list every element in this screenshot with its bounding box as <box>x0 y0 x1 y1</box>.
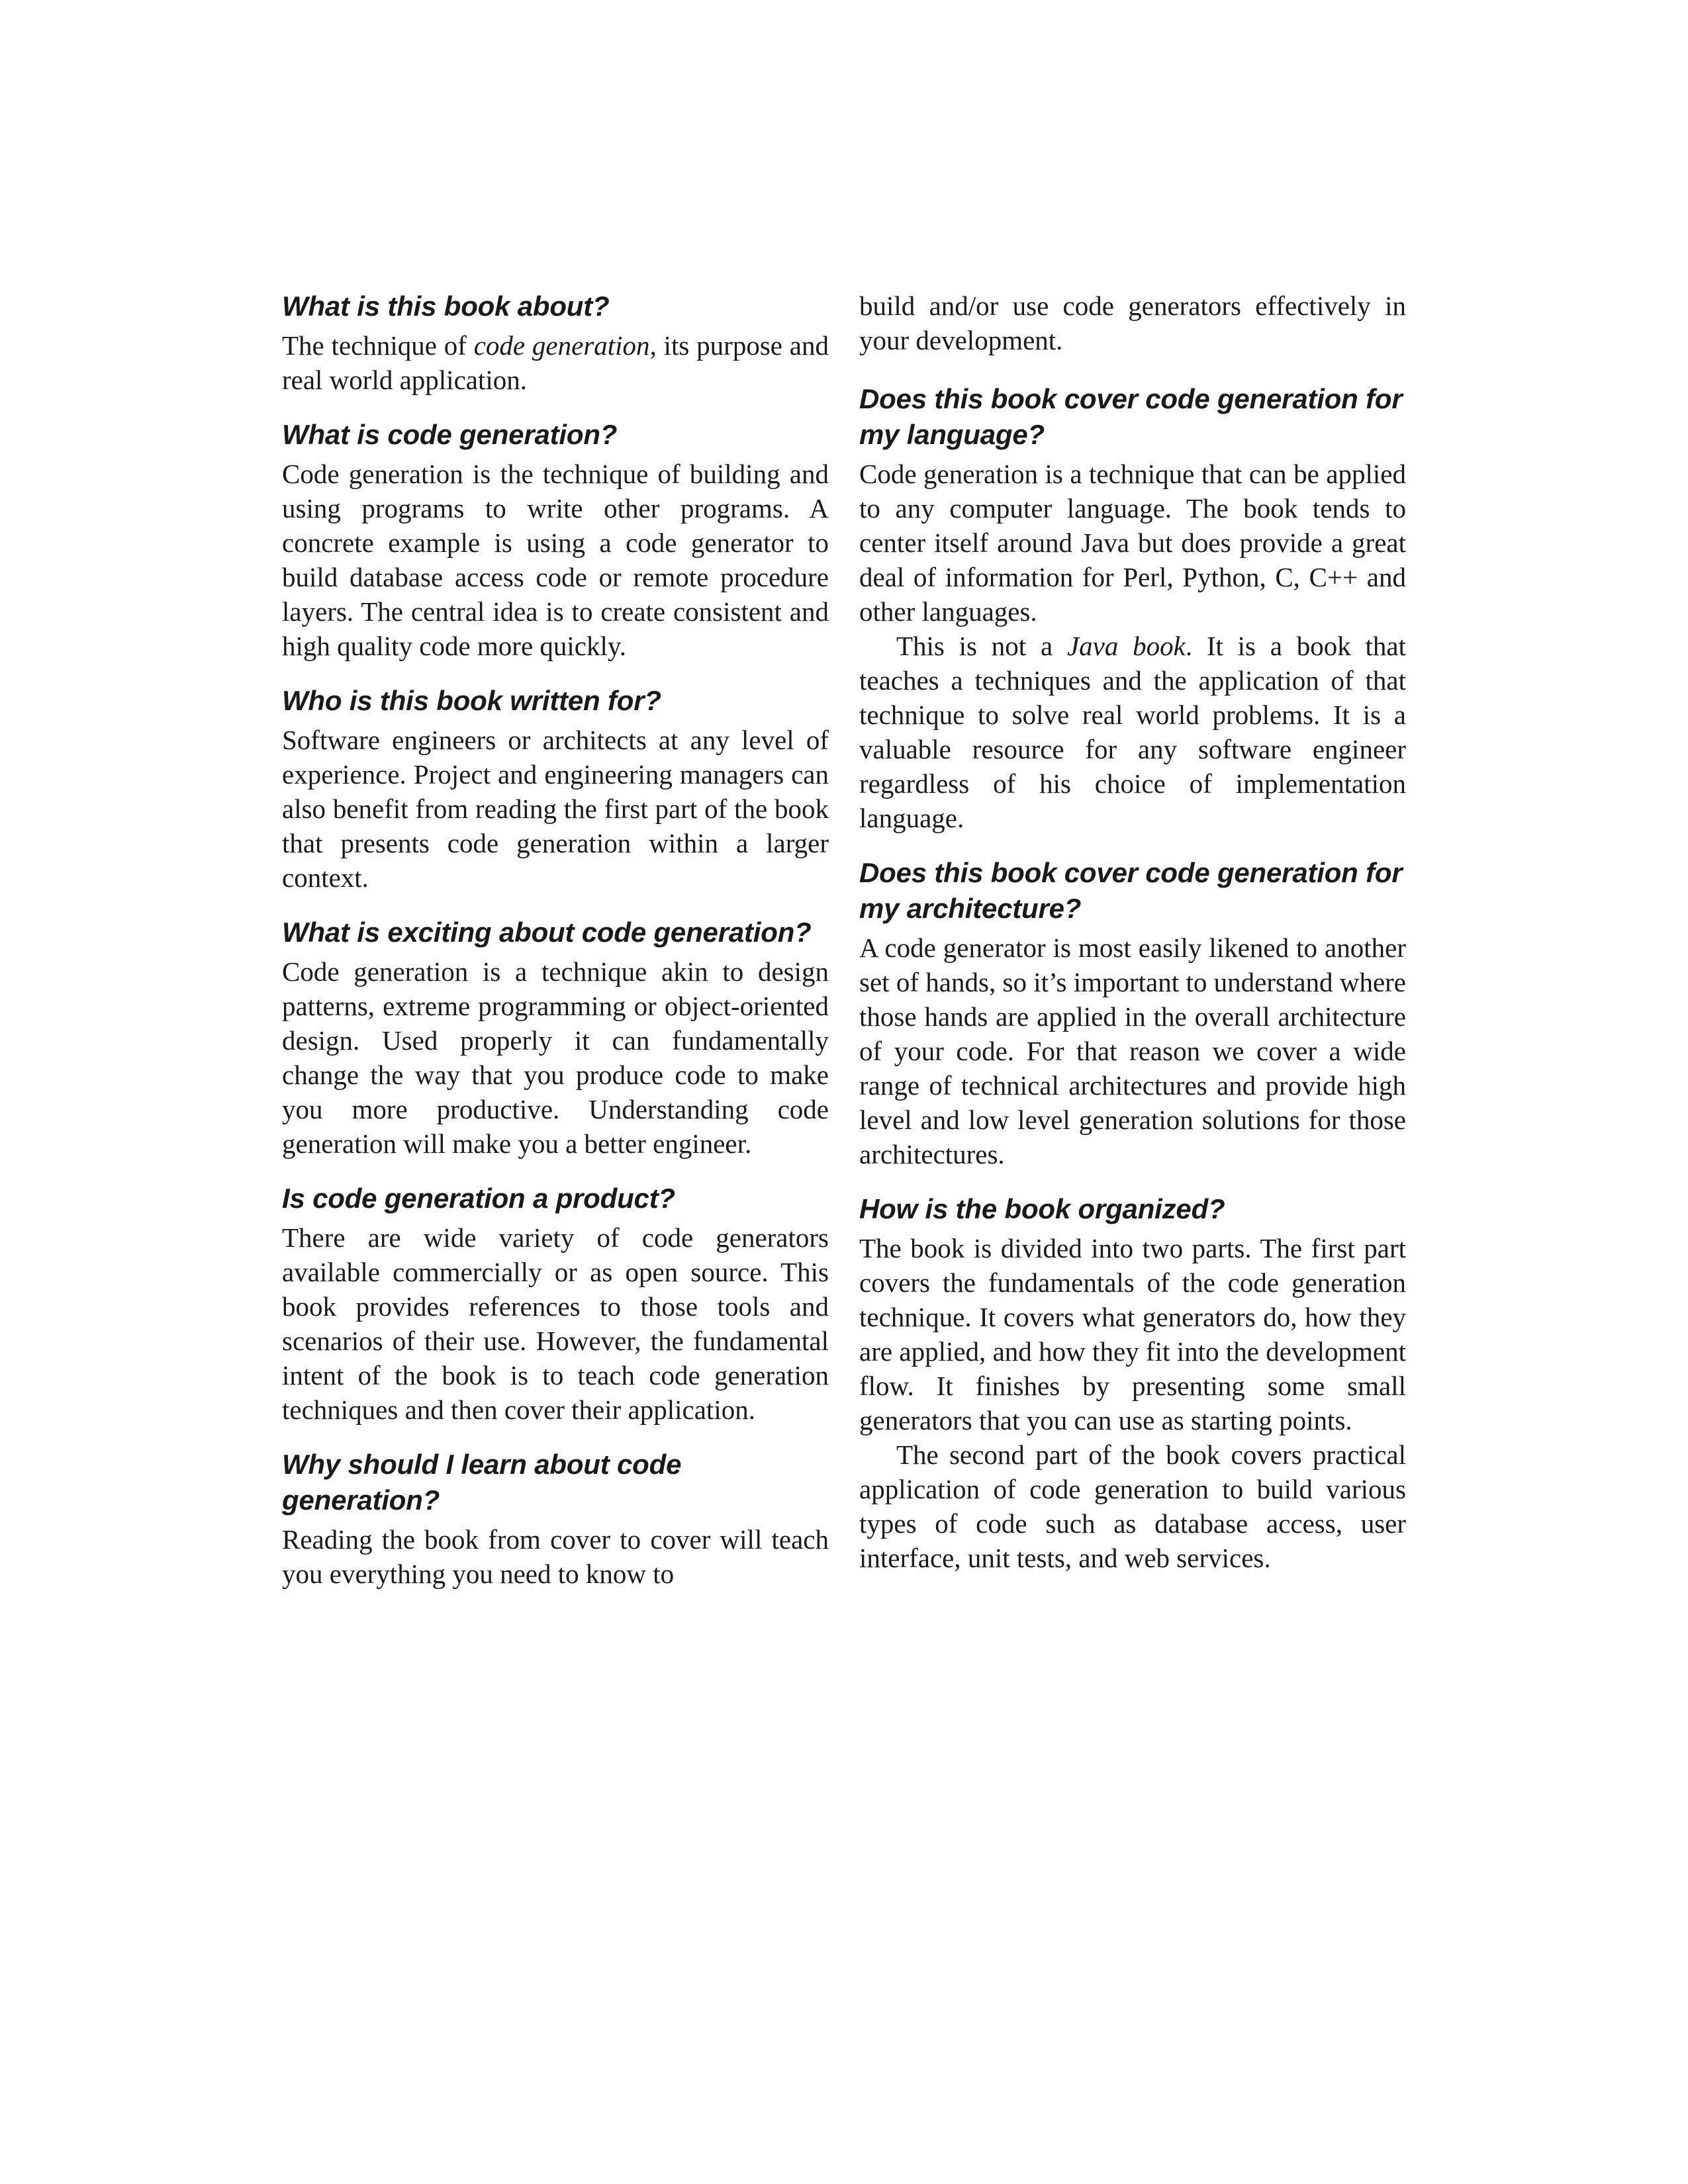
faq-section <box>282 417 829 663</box>
answer-text: Software engineers or architects at any level of experience. Project and engineering managers can also benefit from reading the first part of the book that presents code generation within a larger context. <box>282 725 829 893</box>
answer-text: The second part of the book covers practical application of code generation to build various types of code such as database access, user interface, unit tests, and web services. <box>859 1439 1406 1573</box>
continued-answer-text: build and/or use code generators effectively in your development. <box>859 291 1406 355</box>
faq-section <box>859 1191 1406 1575</box>
faq-section <box>282 289 829 397</box>
question-heading: What is this book about? <box>282 291 610 322</box>
answer-text: Reading the book from cover to cover will teach you everything you need to know to <box>282 1524 829 1589</box>
question-heading: What is exciting about code generation? <box>282 917 812 948</box>
question-heading: Is code generation a product? <box>282 1183 675 1214</box>
answer-text: The technique of code generation, its purpose and real world application. <box>282 330 829 395</box>
answer-text: A code generator is most easily likened to another set of hands, so it’s important to understand where those hands are applied in the overall architecture of your code. For that reason we cover a wide range of technical architectures and provide high level and low level generation solutions for those architectures. <box>859 933 1406 1169</box>
faq-section <box>859 381 1406 835</box>
faq-section <box>282 1447 829 1591</box>
answer-text: Code generation is the technique of building and using programs to write other programs. A concrete example is using a code generator to build database access code or remote procedure layers. The central idea is to create consistent and high quality code more quickly. <box>282 459 829 661</box>
answer-text: The book is divided into two parts. The first part covers the fundamentals of the code generation technique. It covers what generators do, how they are applied, and how they fit into the development flow. It finishes by presenting some small generators that you can use as starting points. <box>859 1233 1406 1435</box>
question-heading: Why should I learn about code generation? <box>282 1449 682 1516</box>
question-heading: What is code generation? <box>282 419 618 450</box>
question-heading: Does this book cover code generation for my language? <box>859 383 1403 450</box>
answer-text: Code generation is a technique that can be applied to any computer language. The book tends to center itself around Java but does provide a great deal of information for Perl, Python, C, C++ and other languages. <box>859 459 1406 627</box>
faq-section <box>282 1181 829 1427</box>
faq-section <box>282 683 829 895</box>
answer-text: Code generation is a technique akin to design patterns, extreme programming or object-oriented design. Used properly it can fundamentally change the way that you produce code to make you more productive. Understanding code generation will make you a better engineer. <box>282 956 829 1159</box>
question-heading: Who is this book written for? <box>282 685 661 716</box>
left-column <box>282 289 829 1611</box>
faq-section <box>282 915 829 1161</box>
question-heading: How is the book organized? <box>859 1193 1225 1224</box>
question-heading: Does this book cover code generation for my architecture? <box>859 857 1403 924</box>
answer-text: This is not a Java book. It is a book that teaches a techniques and the application of that technique to solve real world problems. It is a valuable resource for any software engineer regardless of his choice of implementation language. <box>859 631 1407 833</box>
answer-text: There are wide variety of code generators available commercially or as open source. This book provides references to those tools and scenarios of their use. However, the fundamental intent of the book is to teach code generation techniques and then cover their application. <box>282 1222 829 1425</box>
right-column <box>859 289 1406 1595</box>
faq-section <box>859 855 1406 1171</box>
